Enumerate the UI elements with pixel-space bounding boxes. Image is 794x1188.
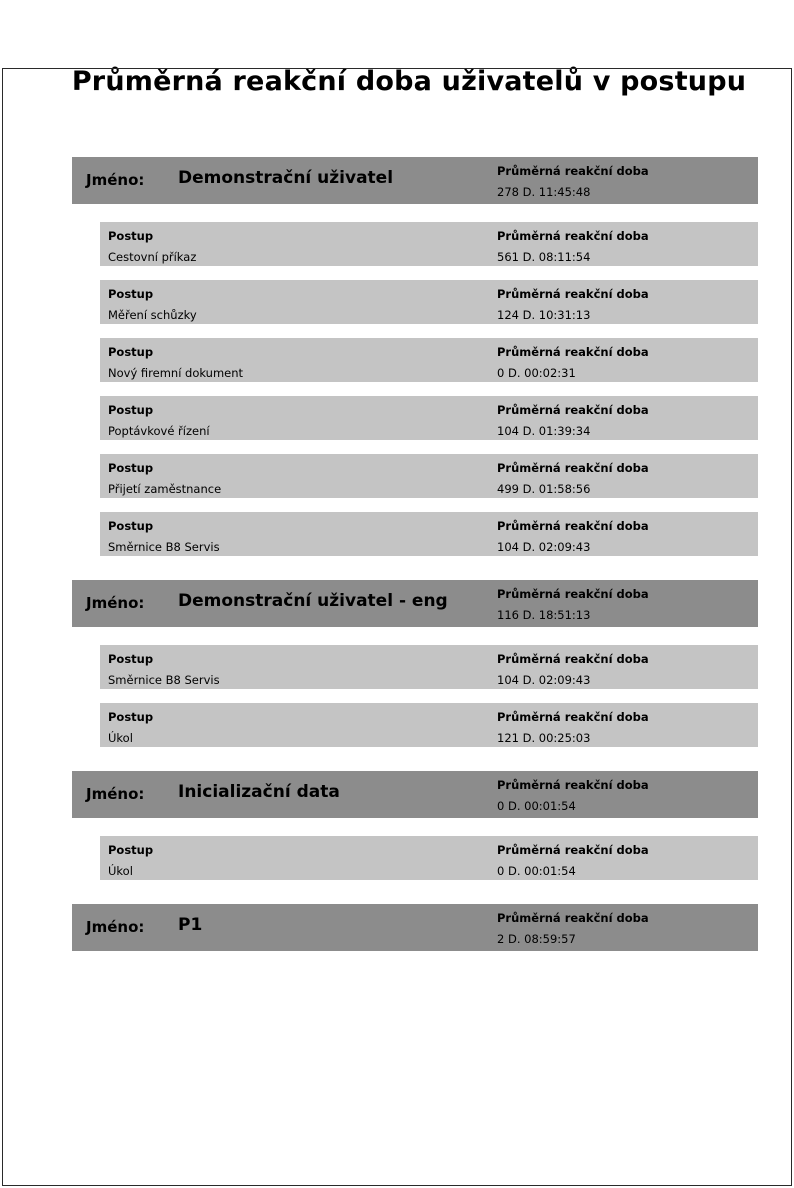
row-avg-cell — [497, 652, 649, 687]
workflow-label: Postup — [108, 652, 154, 666]
user-section-header — [72, 771, 758, 818]
name-label: Jméno: — [86, 785, 145, 803]
row-avg-cell — [497, 229, 649, 264]
workflow-row — [100, 222, 758, 266]
avg-reaction-label: Průměrná reakční doba — [497, 778, 649, 792]
user-section-header — [72, 580, 758, 627]
workflow-cell — [108, 229, 196, 264]
workflow-row — [100, 512, 758, 556]
row-avg-value: 0 D. 00:01:54 — [497, 864, 576, 878]
avg-reaction-label: Průměrná reakční doba — [497, 345, 649, 359]
row-avg-cell — [497, 519, 649, 554]
workflow-label: Postup — [108, 710, 154, 724]
user-section — [0, 771, 794, 880]
user-section — [0, 580, 794, 747]
row-avg-cell — [497, 461, 649, 496]
row-avg-value: 104 D. 02:09:43 — [497, 540, 591, 554]
workflow-name: Úkol — [108, 864, 133, 878]
workflow-cell — [108, 710, 153, 745]
workflow-row — [100, 338, 758, 382]
avg-reaction-label: Průměrná reakční doba — [497, 843, 649, 857]
row-avg-value: 561 D. 08:11:54 — [497, 250, 591, 264]
row-avg-cell — [497, 403, 649, 438]
workflow-cell — [108, 652, 220, 687]
workflow-label: Postup — [108, 403, 154, 417]
workflow-cell — [108, 843, 153, 878]
workflow-label: Postup — [108, 345, 154, 359]
avg-reaction-label: Průměrná reakční doba — [497, 911, 649, 925]
row-avg-cell — [497, 345, 649, 380]
avg-reaction-value: 0 D. 00:01:54 — [497, 799, 576, 813]
section-avg-block — [497, 587, 649, 622]
section-avg-block — [497, 911, 649, 946]
avg-reaction-label: Průměrná reakční doba — [497, 229, 649, 243]
section-avg-block — [497, 778, 649, 813]
workflow-label: Postup — [108, 843, 154, 857]
workflow-row — [100, 703, 758, 747]
row-avg-value: 121 D. 00:25:03 — [497, 731, 591, 745]
row-avg-cell — [497, 287, 649, 322]
page-title: Průměrná reakční doba uživatelů v postupu — [71, 66, 747, 97]
user-section-header — [72, 904, 758, 951]
user-name: Demonstrační uživatel - eng — [178, 591, 448, 611]
user-section — [0, 157, 794, 556]
avg-reaction-label: Průměrná reakční doba — [497, 164, 649, 178]
row-avg-cell — [497, 843, 649, 878]
name-label: Jméno: — [86, 171, 145, 189]
workflow-name: Cestovní příkaz — [108, 250, 197, 264]
workflow-name: Poptávkové řízení — [108, 424, 210, 438]
report-body — [0, 157, 794, 951]
user-name: Demonstrační uživatel — [178, 168, 394, 188]
row-avg-value: 104 D. 02:09:43 — [497, 673, 591, 687]
workflow-cell — [108, 345, 243, 380]
row-avg-value: 499 D. 01:58:56 — [497, 482, 591, 496]
workflow-name: Směrnice B8 Servis — [108, 540, 220, 554]
workflow-cell — [108, 461, 221, 496]
workflow-name: Úkol — [108, 731, 133, 745]
avg-reaction-value: 278 D. 11:45:48 — [497, 185, 591, 199]
workflow-label: Postup — [108, 287, 154, 301]
workflow-row — [100, 836, 758, 880]
workflow-cell — [108, 287, 197, 322]
name-label: Jméno: — [86, 594, 145, 612]
user-name: P1 — [178, 915, 203, 935]
section-avg-block — [497, 164, 649, 199]
workflow-cell — [108, 519, 220, 554]
workflow-name: Nový firemní dokument — [108, 366, 244, 380]
workflow-rows — [0, 836, 794, 880]
workflow-label: Postup — [108, 461, 154, 475]
row-avg-value: 104 D. 01:39:34 — [497, 424, 591, 438]
workflow-label: Postup — [108, 519, 154, 533]
workflow-rows — [0, 645, 794, 747]
name-label: Jméno: — [86, 918, 145, 936]
avg-reaction-label: Průměrná reakční doba — [497, 403, 649, 417]
workflow-name: Přijetí zaměstnance — [108, 482, 222, 496]
workflow-rows — [0, 222, 794, 556]
workflow-name: Směrnice B8 Servis — [108, 673, 220, 687]
workflow-row — [100, 645, 758, 689]
row-avg-value: 0 D. 00:02:31 — [497, 366, 576, 380]
workflow-row — [100, 280, 758, 324]
avg-reaction-label: Průměrná reakční doba — [497, 461, 649, 475]
user-name: Inicializační data — [178, 782, 340, 802]
user-section — [0, 904, 794, 951]
workflow-row — [100, 454, 758, 498]
workflow-cell — [108, 403, 210, 438]
avg-reaction-value: 116 D. 18:51:13 — [497, 608, 591, 622]
avg-reaction-value: 2 D. 08:59:57 — [497, 932, 576, 946]
avg-reaction-label: Průměrná reakční doba — [497, 519, 649, 533]
avg-reaction-label: Průměrná reakční doba — [497, 587, 649, 601]
row-avg-cell — [497, 710, 649, 745]
avg-reaction-label: Průměrná reakční doba — [497, 710, 649, 724]
workflow-name: Měření schůzky — [108, 308, 197, 322]
user-section-header — [72, 157, 758, 204]
workflow-row — [100, 396, 758, 440]
row-avg-value: 124 D. 10:31:13 — [497, 308, 591, 322]
avg-reaction-label: Průměrná reakční doba — [497, 652, 649, 666]
avg-reaction-label: Průměrná reakční doba — [497, 287, 649, 301]
workflow-label: Postup — [108, 229, 154, 243]
